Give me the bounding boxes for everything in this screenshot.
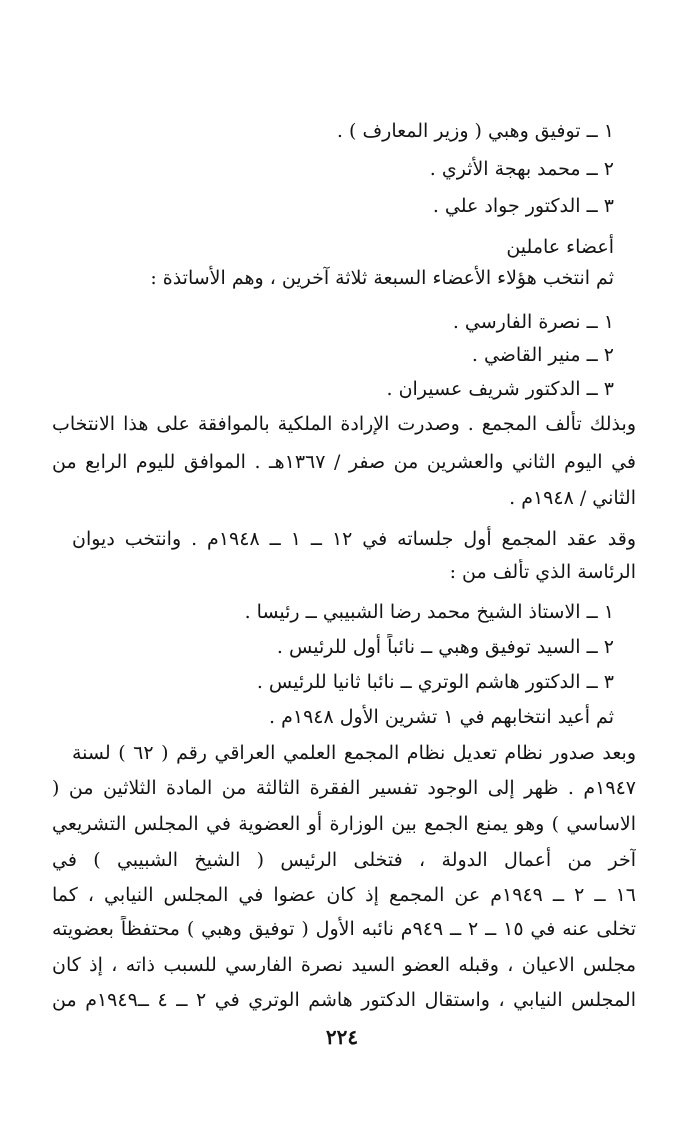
paragraph-line: في اليوم الثاني والعشرين من صفر / ١٣٦٧هـ . الموافق لليوم الرابع من [52,451,636,473]
paragraph-line: الثاني / ١٩٤٨م . [509,487,636,509]
list-item: ١ ــ نصرة الفارسي . [452,311,614,333]
paragraph-line: مجلس الاعيان ، وقبله العضو السيد نصرة الفارسي للسبب ذاته ، إذ كان [52,954,636,976]
reelection-line: ثم أعيد انتخابهم في ١ تشرين الأول ١٩٤٨م . [269,706,614,728]
list-item: ٣ ــ الدكتور جواد علي . [432,195,614,217]
paragraph-line: المجلس النيابي ، واستقال الدكتور هاشم الوتري في ٢ ــ ٤ ــ١٩٤٩م من [52,989,636,1011]
list-item: ٢ ــ السيد توفيق وهبي ــ نائباً أول للرئيس . [276,636,614,658]
paragraph-line: الاساسي ) وهو يمنع الجمع بين الوزارة أو العضوية في المجلس التشريعي [52,813,636,835]
list-item: ٢ ــ منير القاضي . [471,344,614,366]
paragraph-line: الرئاسة الذي تألف من : [449,561,636,583]
list-item: ٢ ــ محمد بهجة الأثري . [429,158,614,180]
page-number: ٢٢٤ [325,1025,359,1049]
paragraph-line: ١٩٤٧م . ظهر إلى الوجود تفسير الفقرة الثالثة من المادة الثلاثين من ( [52,777,636,799]
list-item: ٣ ــ الدكتور هاشم الوتري ــ نائبا ثانيا للرئيس . [256,671,614,693]
paragraph-line: وبعد صدور نظام تعديل نظام المجمع العلمي العراقي رقم ( ٦٢ ) لسنة [72,742,636,764]
intro-line: ثم انتخب هؤلاء الأعضاء السبعة ثلاثة آخرين ، وهم الأساتذة : [150,267,614,289]
paragraph-line: تخلى عنه في ١٥ ــ ٢ ــ ٩٤٩م نائبه الأول ( توفيق وهبي ) محتفظاً بعضويته [52,918,636,940]
paragraph-line: ١٦ ــ ٢ ــ ١٩٤٩م عن المجمع إذ كان عضوا في المجلس النيابي ، كما [52,884,636,906]
paragraph-line: وقد عقد المجمع أول جلساته في ١٢ ــ ١ ــ ١٩٤٨م . وانتخب ديوان [72,528,636,550]
list-item: ١ ــ الاستاذ الشيخ محمد رضا الشبيبي ــ رئيسا . [244,601,614,623]
list-item: ١ ــ توفيق وهبي ( وزير المعارف ) . [336,120,614,142]
paragraph-line: وبذلك تألف المجمع . وصدرت الإرادة الملكية بالموافقة على هذا الانتخاب [52,413,636,435]
list-item: ٣ ــ الدكتور شريف عسيران . [386,378,614,400]
paragraph-line: آخر من أعمال الدولة ، فتخلى الرئيس ( الشيخ الشبيبي ) في [52,849,636,871]
section-heading: أعضاء عاملين [506,236,614,258]
